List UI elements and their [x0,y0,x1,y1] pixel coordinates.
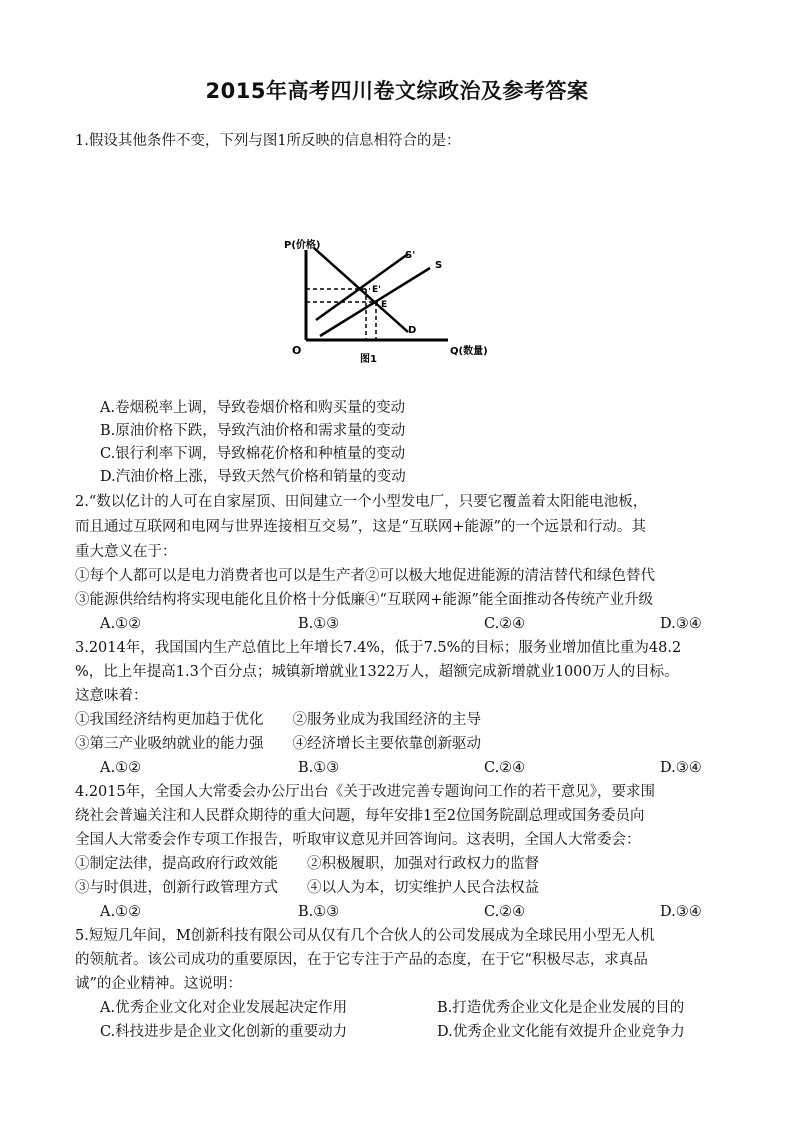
q4-option-c: C.②④ [484,904,526,920]
q4-stem-line-3: 全国人大常委会作专项工作报告，听取审议意见并回答询问。这表明，全国人大常委会： [75,832,641,848]
x-axis-label: Q(数量) [450,346,488,357]
q1-option-d: D.汽油价格上涨，导致天然气价格和销量的变动 [100,469,406,485]
q3-option-b: B.①③ [298,760,340,776]
q5-stem-line-1: 5.短短几年间，M创新科技有限公司从仅有几个合伙人的公司发展成为全球民用小型无人机 [75,928,655,944]
label-e-prime: E' [372,285,381,295]
q2-item-line-1: ①每个人都可以是电力消费者也可以是生产者②可以极大地促进能源的清洁替代和绿色替代 [75,568,655,584]
page-title: 2015年高考四川卷文综政治及参考答案 [205,79,589,103]
origin-label: O [292,344,302,357]
figure-caption: 图1 [360,354,377,365]
q4-item-line-1: ①制定法律，提高政府行政效能 ②积极履职，加强对行政权力的监督 [75,856,539,872]
q4-stem-line-1: 4.2015年，全国人大常委会办公厅出台《关于改进完善专题询问工作的若干意见》，要求围 [75,784,655,800]
q3-option-d: D.③④ [660,760,702,776]
q3-option-a: A.①② [100,760,142,776]
q5-stem-line-2: 的领航者。该公司成功的重要原因，在于它专注于产品的态度，在于它“积极尽志，求真品 [75,952,648,968]
q3-item-line-1: ①我国经济结构更加趋于优化 ②服务业成为我国经济的主导 [75,712,481,728]
q2-item-line-2: ③能源供给结构将实现电能化且价格十分低廉④“互联网+能源”能全面推动各传统产业升级 [75,592,653,608]
q1-option-a: A.卷烟税率上调，导致卷烟价格和购买量的变动 [100,400,406,416]
label-s-prime: S' [405,250,416,261]
q4-option-a: A.①② [100,904,142,920]
q2-stem-line-3: 重大意义在于： [75,544,177,560]
q5-option-a: A.优秀企业文化对企业发展起决定作用 [100,1000,348,1016]
q3-option-c: C.②④ [484,760,526,776]
q5-option-b: B.打造优秀企业文化是企业发展的目的 [437,1000,685,1016]
q2-stem-line-1: 2.“数以亿计的人可在自家屋顶、田间建立一个小型发电厂，只要它覆盖着太阳能电池板， [75,494,648,510]
q3-stem-line-3: 这意味着： [75,688,148,704]
label-e: E [381,300,388,310]
q3-item-line-2: ③第三产业吸纳就业的能力强 ④经济增长主要依靠创新驱动 [75,736,481,752]
q2-option-d: D.③④ [660,616,702,632]
q5-option-c: C.科技进步是企业文化创新的重要动力 [100,1024,348,1040]
label-s: S [435,260,443,271]
q5-option-d: D.优秀企业文化能有效提升企业竞争力 [437,1024,685,1040]
supply-demand-figure [280,232,530,367]
q4-option-b: B.①③ [298,904,340,920]
q3-stem-line-2: %，比上年提高1.3个百分点；城镇新增就业1322万人，超额完成新增就业1000万人的目标。 [75,664,679,680]
q4-option-d: D.③④ [660,904,702,920]
q2-stem-line-2: 而且通过互联网和电网与世界连接相互交易”，这是“互联网+能源”的一个远景和行动。其 [75,519,646,535]
q5-stem-line-3: 诚”的企业精神。这说明： [75,976,242,992]
q1-option-b: B.原油价格下跌，导致汽油价格和需求量的变动 [100,423,406,439]
label-d: D [408,325,417,336]
q4-item-line-2: ③与时俱进，创新行政管理方式 ④以人为本，切实维护人民合法权益 [75,880,539,896]
q2-option-b: B.①③ [298,616,340,632]
q1-stem: 1.假设其他条件不变，下列与图1所反映的信息相符合的是： [75,133,461,149]
q2-option-c: C.②④ [484,616,526,632]
q2-option-a: A.①② [100,616,142,632]
q4-stem-line-2: 绕社会普遍关注和人民群众期待的重大问题，每年安排1至2位国务院副总理或国务委员向 [75,808,645,824]
y-axis-label: P(价格) [284,240,321,251]
q3-stem-line-1: 3.2014年，我国国内生产总值比上年增长7.4%，低于7.5%的目标；服务业增加值比重为48.2 [75,640,682,656]
q1-option-c: C.银行利率下调，导致棉花价格和种植量的变动 [100,446,406,462]
